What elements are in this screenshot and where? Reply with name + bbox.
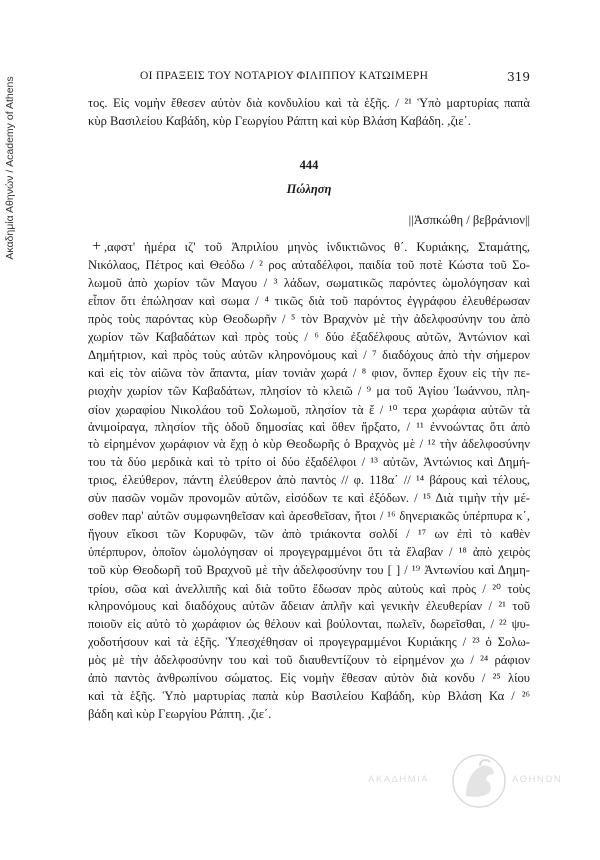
document-line: σὺν πασῶν νομῶν προνομῶν αὐτῶν, εἰσόδων τε καὶ ἐξόδων. / ¹⁵ Διὰ τιμὴν τὴν μέ- bbox=[88, 491, 530, 506]
document-line: ριοχὴν χωρίον τῶν Καβαδάτων, πλησίον τὸ κλειῶ / ⁹ μα τοῦ Ἁγίου Ἰωάννου, πλη- bbox=[88, 383, 530, 398]
document-line: σίον χωραφίου Νικολάου τοῦ Σολωμοῦ, πλησίον τὰ ἔ / ¹⁰ τερα χωράφια αὐτῶν τὰ bbox=[88, 402, 530, 417]
side-note-text: Ακαδημία Αθηνών / Academy of Athens bbox=[4, 76, 16, 260]
document-line: Δημήτριον, καὶ πρὸς τοὺς αὐτῶν κληρονόμους καὶ / ⁷ διαδόχους ἀπὸ τὴν σήμερον bbox=[88, 347, 530, 362]
watermark-left-text: ΑΚΑΔΗΜΙΑ bbox=[368, 774, 430, 785]
athena-head-logo bbox=[450, 752, 508, 810]
document-line-text: ,αφστ' ἡμέρα ιζ' τοῦ Ἀπριλίου μηνὸς ἰνδικτιῶνος θ΄. Κυριάκης, Σταμάτης, bbox=[104, 240, 530, 254]
document-line: τοῦ κὺρ Θεοδωρῆ τοῦ Βραχνοῦ μὲ τὴν ἀδελφοσύνην του [ ] / ¹⁹ Ἀντωνίου καὶ Δημη- bbox=[88, 563, 530, 578]
archive-side-note bbox=[2, 28, 18, 308]
document-line: τρίου, σῶα καὶ ἀνελλιπῆς καὶ διὰ τοῦτο ἔδωσαν πρὸς αὐτοὺς καὶ πρὸς / ²⁰ τοὺς bbox=[88, 582, 530, 597]
document-line: τὸ εἰρημένον χωράφιον νὰ ἔχῃ ὁ κὺρ Θεοδωρῆς ὁ Βραχνὸς μὲ / ¹² τὴν ἀδελφοσύνην bbox=[88, 437, 530, 452]
document-subtitle: Πώληση bbox=[286, 182, 332, 196]
document-line: βάδη καὶ κὺρ Γεωργίου Ράπτη. ,ζιε΄. bbox=[88, 706, 272, 721]
document-line: εἶπον ὅτι ἐπώλησαν καὶ σωμα / ⁴ τικῶς διὰ τοῦ παρόντος ἐγγράφου ἐλευθέρωσαν bbox=[88, 293, 530, 308]
document-line: πρὸς τοὺς παρόντας κὺρ Θεοδωρῆν / ⁵ τὸν Βραχνὸν μὲ τὴν ἀδελφοσύνην του ἀπὸ bbox=[88, 311, 530, 326]
document-line: καὶ εἰς τὸν αἰῶνα τὸν ἅπαντα, μίαν τονιὰν χωρά / ⁸ φιον, ὅνπερ ἔχουν εἰς τὴν πε- bbox=[88, 365, 530, 380]
page-number: 319 bbox=[507, 70, 530, 84]
document-line: Νικόλαος, Πέτρος καὶ Θεόδω / ² ρος αὐταδέλφοι, παιδία τοῦ ποτὲ Κώστα τοῦ Σο- bbox=[88, 257, 530, 272]
document-line: ἀπὸ παντὸς ἀνθρωπίνου σώματος. Εἰς νομὴν ἔθεσαν αὐτὸν διὰ κονδυ / ²⁵ λίου bbox=[88, 670, 530, 685]
document-line: λωμοῦ ἀπὸ χωρίον τῶν Μαγου / ³ λάδων, σωματικῶς παρόντες ὡμολόγησαν καὶ bbox=[88, 275, 530, 290]
carryover-line: τος. Εἰς νομὴν ἔθεσεν αὐτὸν διὰ κονδυλίου καὶ τὰ ἑξῆς. / ²¹ Ὑπὸ μαρτυρίας παπὰ bbox=[88, 96, 530, 110]
document-line: ποιοῦν εἰς αὐτὸ τὸ χωράφιον ὡς θέλουν καὶ βούλονται, πωλεῖν, δωρεῖσθαι, / ²² ψυ- bbox=[88, 616, 530, 631]
document-line: τριος, ἐλεύθερον, πάντη ἐλεύθερον ἀπὸ παντὸς // φ. 118α΄ // ¹⁴ βάρους καὶ τέλους, bbox=[88, 473, 530, 488]
document-line: χωρίον τῶν Καβαδάτων καὶ πρὸς τοὺς / ⁶ δύο ἐξαδέλφους αὐτῶν, Ἀντώνιον καὶ bbox=[88, 329, 530, 344]
document-line bbox=[92, 240, 530, 255]
watermark-right-text: ΑΘΗΝΩΝ bbox=[512, 774, 563, 785]
document-line: ἀνιμοίραγα, πλησίον τῆς ὁδοῦ δημοσίας καὶ ὅθεν ἤρξατο, / ¹¹ ἐννοώντας ὅτι ἀπὸ bbox=[88, 419, 530, 434]
document-line: του τὰ δύο μερδικὰ καὶ τὸ τρίτο οἱ δύο ἐξαδέλφοι / ¹³ αὐτῶν, Ἀντώνιος καὶ Δημή- bbox=[88, 455, 530, 470]
document-location: ||Ἀσπκώθη / βεβράνιον|| bbox=[408, 213, 530, 227]
running-title: ΟΙ ΠΡΑΞΕΙΣ ΤΟΥ ΝΟΤΑΡΙΟΥ ΦΙΛΙΠΠΟΥ ΚΑΤΩΙΜΕΡΗ bbox=[140, 70, 429, 82]
document-line: ὑπέρπυρον, ὁποῖον ὡμολόγησαν οἱ προγεγραμμένοι ὅτι τὰ ἔλαβαν / ¹⁸ ἀπὸ χειρὸς bbox=[88, 545, 530, 560]
document-line: καὶ τὰ ἑξῆς. Ὑπὸ μαρτυρίας παπὰ κὺρ Βασιλείου Καβάδη, κὺρ Βλάση Κα / ²⁶ bbox=[88, 688, 530, 703]
running-header bbox=[88, 70, 530, 86]
document-line: σοθεν παρ' αὐτῶν συμφωνηθεῖσαν καὶ ἀρεσθεῖσαν, ἤτοι / ¹⁶ δηνεριακῶς ὑπέρπυρα κ΄, bbox=[88, 509, 530, 524]
document-line: μὸς μὲ τὴν ἀδελφοσύνην του καὶ τοῦ διαυθεντίζουν τὸ εἰρημένον χω / ²⁴ ράφιον bbox=[88, 652, 530, 667]
carryover-line: κὺρ Βασιλείου Καβάδη, κὺρ Γεωργίου Ράπτη καὶ κὺρ Βλάση Καβάδη. ,ζιε΄. bbox=[88, 114, 471, 128]
document-line: ἤγουν εἴκοσι τῶν Κορυφῶν, τῶν ἀπὸ τριάκοντα σολδί / ¹⁷ ων ἐπὶ τὸ καθὲν bbox=[88, 527, 530, 542]
document-line: κληρονόμους καὶ διαδόχους αὐτῶν ἄδειαν ἁπλῆν καὶ γενικὴν ἐλευθερίαν / ²¹ τοῦ bbox=[88, 599, 530, 613]
document-line: χοδοτήσουν καὶ τὰ ἑξῆς. Ὑπεσχέθησαν οἱ προγεγραμμένοι Κυριάκης / ²³ ὁ Σολω- bbox=[88, 634, 530, 649]
document-number: 444 bbox=[299, 158, 319, 172]
academy-watermark bbox=[368, 752, 590, 812]
cross-mark-icon: + bbox=[92, 238, 102, 255]
